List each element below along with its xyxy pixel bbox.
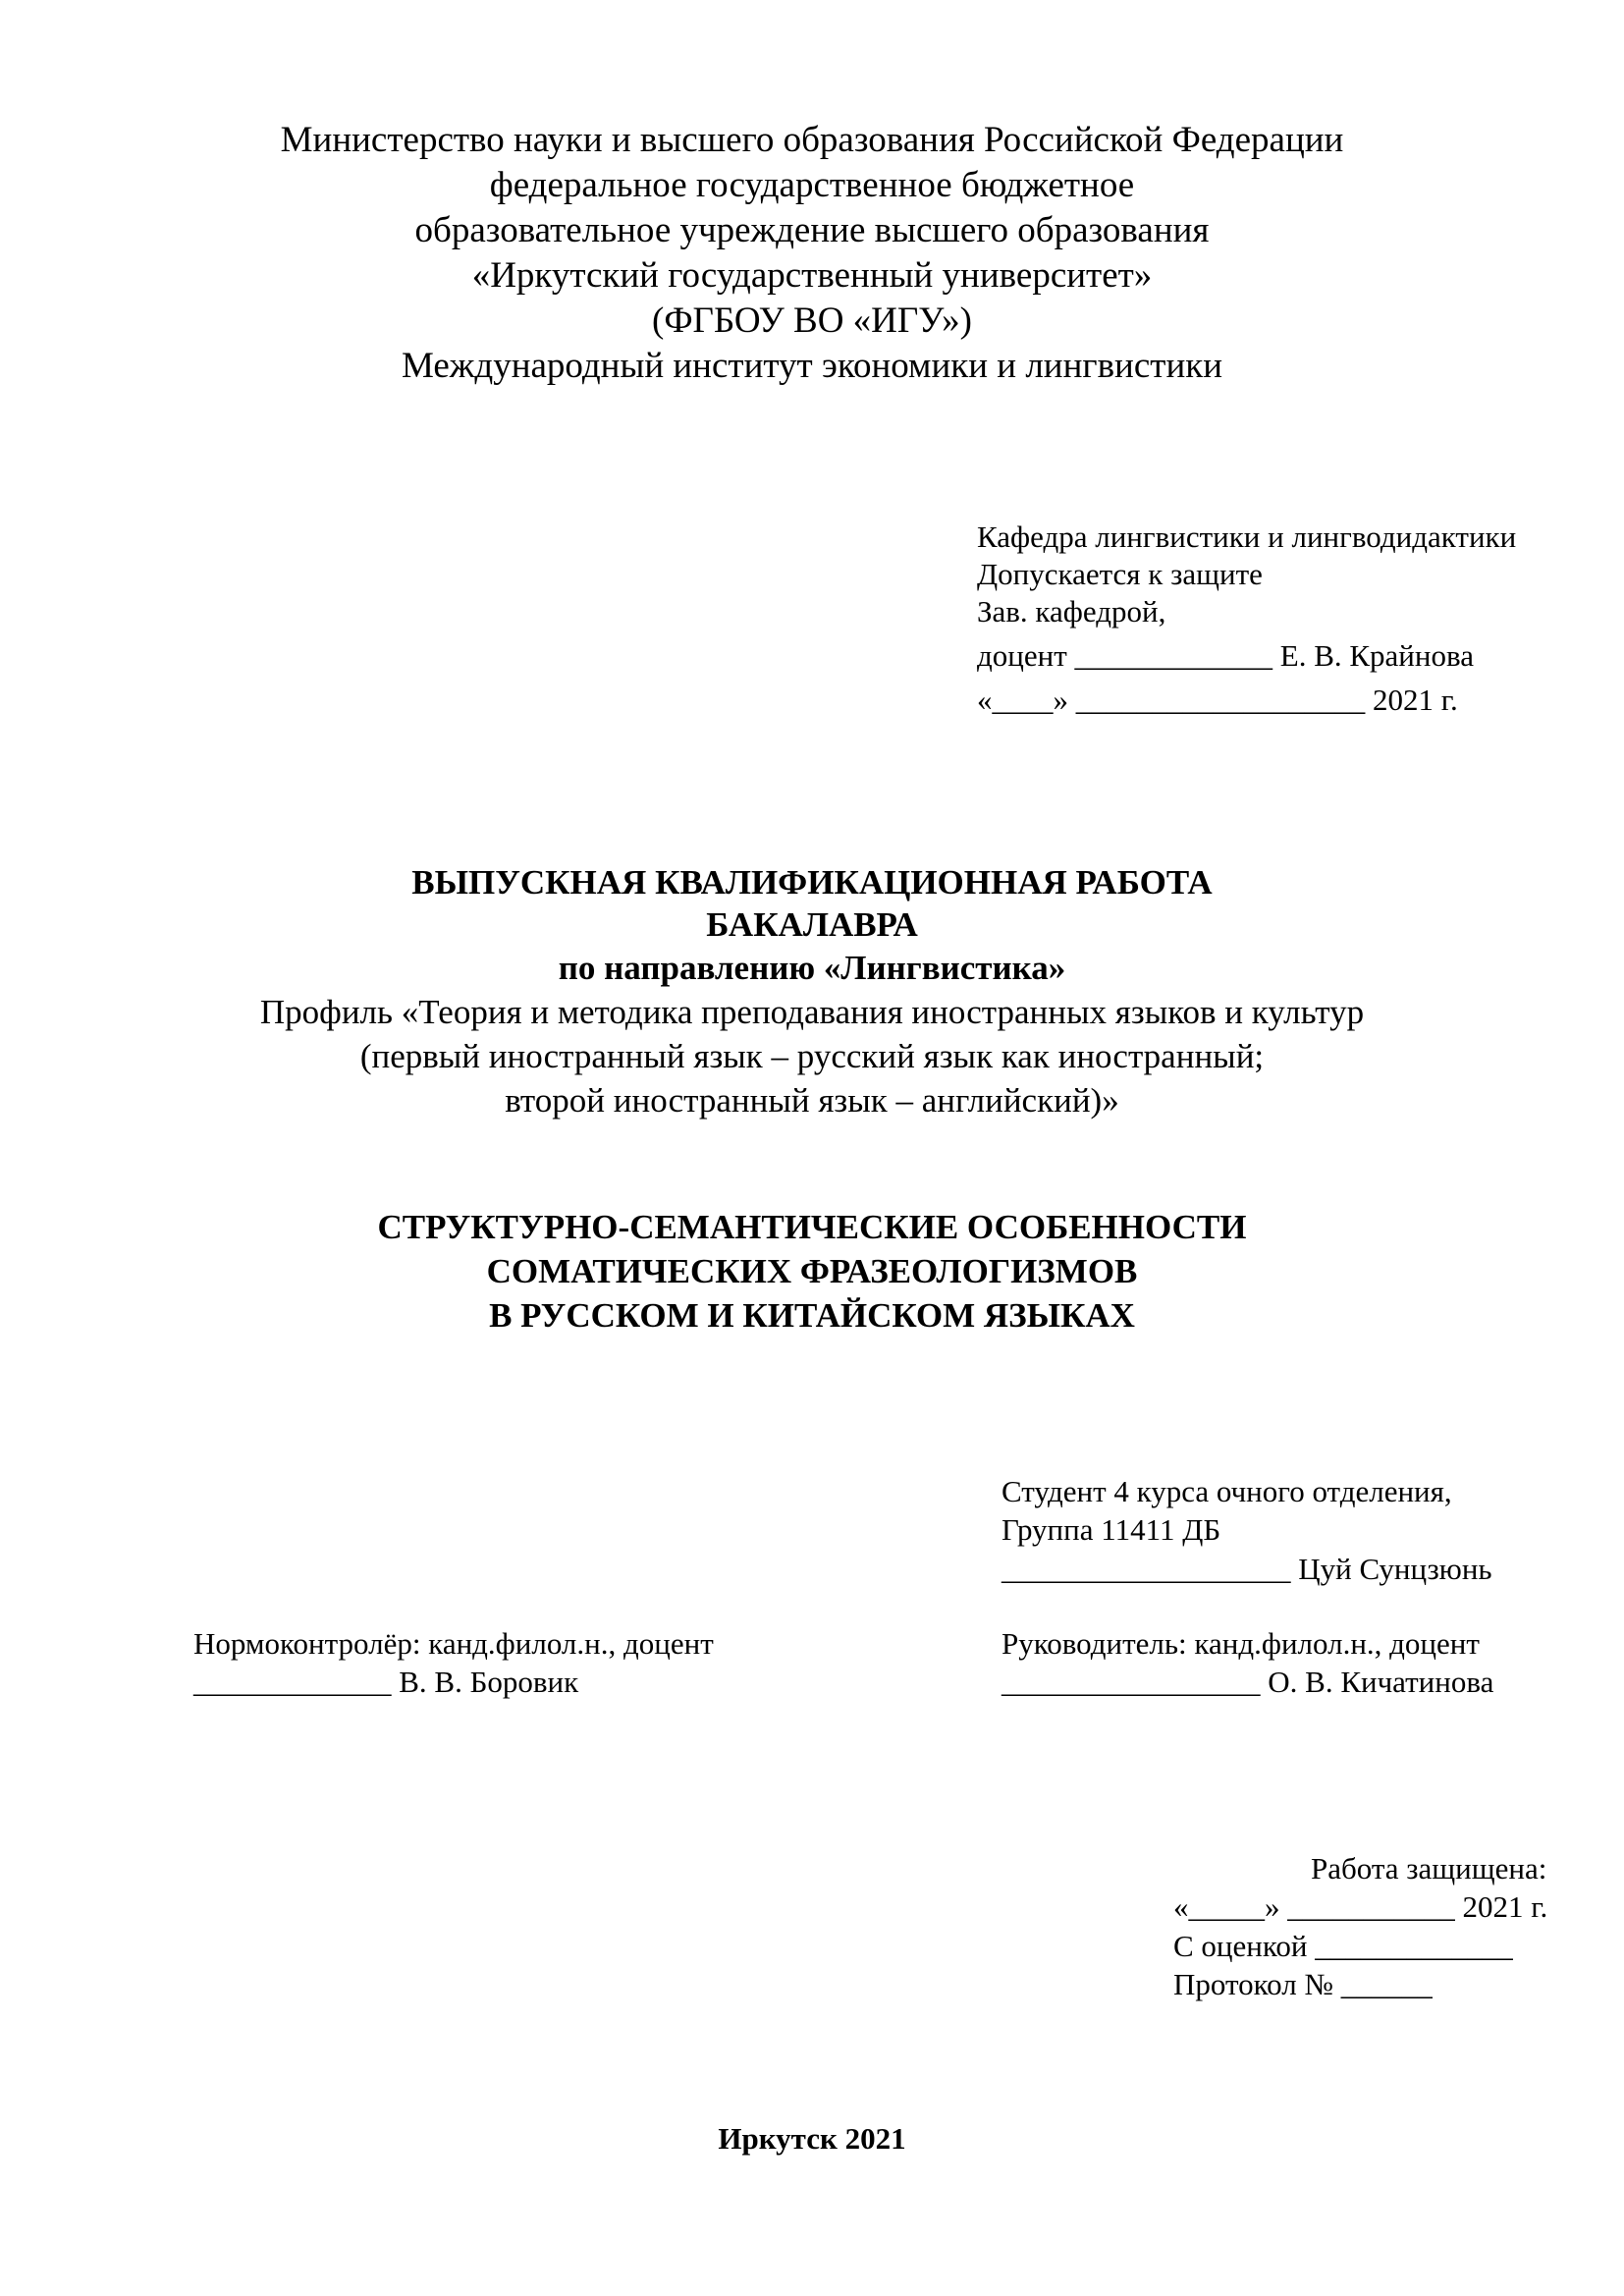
- head-signature-line: доцент _____________ Е. В. Крайнова: [977, 638, 1474, 673]
- student-group: Группа 11411 ДБ: [1001, 1512, 1221, 1547]
- topic-line-2: СОМАТИЧЕСКИХ ФРАЗЕОЛОГИЗМОВ: [486, 1252, 1138, 1290]
- admitted-to-defense: Допускается к защите: [977, 557, 1263, 591]
- department-name: Кафедра лингвистики и лингводидактики: [977, 519, 1517, 554]
- topic-line-1: СТРУКТУРНО-СЕМАНТИЧЕСКИЕ ОСОБЕННОСТИ: [377, 1208, 1247, 1246]
- normcontroller-title: Нормоконтролёр: канд.филол.н., доцент: [193, 1626, 714, 1661]
- education-level-line: образовательное учреждение высшего образования: [414, 210, 1210, 250]
- direction-title: по направлению «Лингвистика»: [558, 949, 1066, 987]
- defense-protected: Работа защищена:: [1311, 1851, 1547, 1886]
- profile-line-1: Профиль «Теория и методика преподавания иностранных языков и культур: [259, 993, 1365, 1031]
- topic-line-3: В РУССКОМ И КИТАЙСКОМ ЯЗЫКАХ: [489, 1296, 1135, 1335]
- work-type-title: ВЫПУСКНАЯ КВАЛИФИКАЦИОННАЯ РАБОТА: [411, 863, 1213, 902]
- institute-name: Международный институт экономики и лингвистики: [401, 346, 1223, 386]
- defense-protocol: Протокол № ______: [1173, 1967, 1433, 2001]
- city-year: Иркутск 2021: [718, 2121, 906, 2156]
- institution-type-line: федеральное государственное бюджетное: [489, 165, 1135, 205]
- defense-grade: С оценкой _____________: [1173, 1929, 1513, 1963]
- profile-line-3: второй иностранный язык – английский)»: [505, 1081, 1119, 1120]
- profile-line-2: (первый иностранный язык – русский язык как иностранный;: [359, 1037, 1265, 1075]
- student-course: Студент 4 курса очного отделения,: [1001, 1474, 1452, 1508]
- approval-date-line: «____» ___________________ 2021 г.: [977, 683, 1458, 717]
- student-signature: ___________________ Цуй Сунцзюнь: [1001, 1552, 1492, 1586]
- head-of-department: Зав. кафедрой,: [977, 594, 1166, 629]
- normcontroller-signature: _____________ В. В. Боровик: [193, 1665, 579, 1699]
- degree-title: БАКАЛАВРА: [706, 905, 918, 944]
- ministry-line: Министерство науки и высшего образования Российской Федерации: [280, 120, 1344, 160]
- supervisor-signature: _________________ О. В. Кичатинова: [1001, 1665, 1494, 1699]
- university-abbreviation: (ФГБОУ ВО «ИГУ»): [652, 301, 972, 341]
- university-name: «Иркутский государственный университет»: [471, 255, 1153, 296]
- supervisor-title: Руководитель: канд.филол.н., доцент: [1001, 1626, 1480, 1661]
- defense-date: «_____» ___________ 2021 г.: [1173, 1889, 1548, 1924]
